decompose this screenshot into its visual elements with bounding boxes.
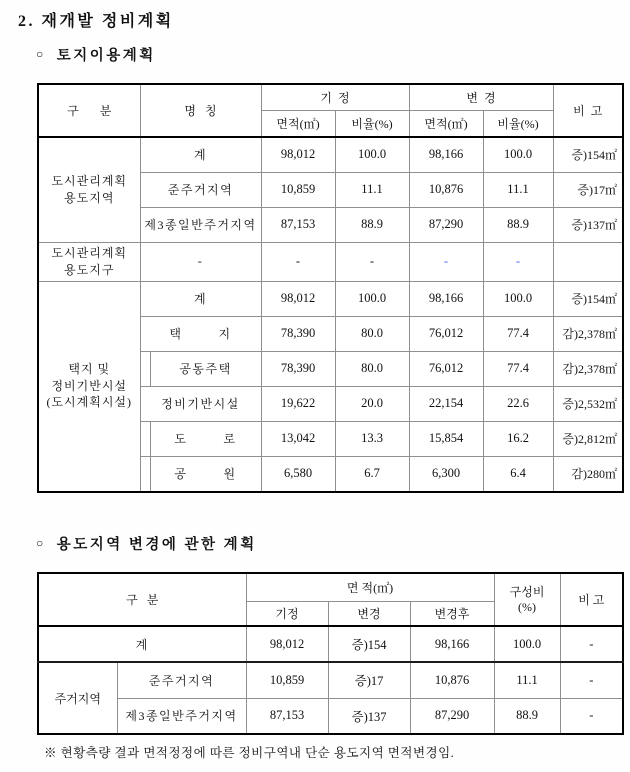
cell-name: - <box>140 242 261 281</box>
cell-ratio-existing: 11.1 <box>335 172 409 207</box>
circle-bullet-icon: ○ <box>36 536 46 550</box>
cell-ratio-changed: 100.0 <box>483 281 553 316</box>
cell-area-existing: 98,012 <box>261 137 335 172</box>
cell-area-change: 증)137 <box>328 698 410 734</box>
header-area-existing: 면적(㎡) <box>261 110 335 137</box>
cell-area-after: 98,166 <box>410 626 494 662</box>
cell-ratio-existing: 6.7 <box>335 456 409 492</box>
cell-ratio-existing: 20.0 <box>335 386 409 421</box>
section-title-zoning-change <box>36 533 257 554</box>
cell-area-existing: 87,153 <box>246 698 328 734</box>
cell-ratio-existing: - <box>335 242 409 281</box>
cell-ratio-existing: 100.0 <box>335 281 409 316</box>
nested-name-box: 공동주택 <box>150 352 261 386</box>
land-use-table-header <box>38 84 623 137</box>
cell-name: 준주거지역 <box>140 172 261 207</box>
header-composition-ratio <box>494 573 560 626</box>
header-change: 변경 <box>328 601 410 626</box>
cell-name: 제3종일반주거지역 <box>117 698 246 734</box>
header-ratio-existing: 비율(%) <box>335 110 409 137</box>
section-title-zoning-change-text: 용도지역 변경에 관한 계획 <box>56 537 257 553</box>
group-label-line: 도시관리계획 <box>51 173 128 188</box>
cell-area-existing: 98,012 <box>261 281 335 316</box>
cell-name-sub <box>140 456 261 492</box>
header-remarks: 비 고 <box>560 573 623 626</box>
cell-area-changed: 76,012 <box>409 316 483 351</box>
header-ratio-line: 구성비 <box>509 584 545 599</box>
cell-area-changed: 98,166 <box>409 281 483 316</box>
group-label-line: 용도지구 <box>64 262 115 277</box>
cell-area-change: 증)154 <box>328 626 410 662</box>
group-cell-urban-zoning <box>38 137 140 242</box>
table-header-row <box>38 84 623 110</box>
cell-ratio-changed: 6.4 <box>483 456 553 492</box>
table-row-total <box>38 626 623 662</box>
cell-name: 택 지 <box>140 316 261 351</box>
cell-area-existing: 87,153 <box>261 207 335 242</box>
cell-ratio-changed: 100.0 <box>483 137 553 172</box>
section-title-land-use <box>36 44 156 65</box>
cell-ratio-changed: 77.4 <box>483 316 553 351</box>
nested-name-box: 공 원 <box>150 457 261 491</box>
group-label-line: 정비기반시설 <box>51 378 128 393</box>
cell-ratio-changed: 16.2 <box>483 421 553 456</box>
cell-ratio-changed: 88.9 <box>483 207 553 242</box>
header-category: 구 분 <box>38 84 140 137</box>
cell-remark: 증)154㎡ <box>553 137 623 172</box>
cell-remark: 증)2,812㎡ <box>553 421 623 456</box>
cell-composition-ratio: 88.9 <box>494 698 560 734</box>
cell-name-sub <box>140 421 261 456</box>
cell-remark: 감)2,378㎡ <box>553 351 623 386</box>
cell-name-sub <box>140 351 261 386</box>
cell-area-changed: 87,290 <box>409 207 483 242</box>
cell-remark: 증)2,532㎡ <box>553 386 623 421</box>
cell-name: 계 <box>38 626 246 662</box>
cell-ratio-existing: 88.9 <box>335 207 409 242</box>
cell-area-changed: 10,876 <box>409 172 483 207</box>
cell-ratio-existing: 13.3 <box>335 421 409 456</box>
cell-area-changed: 76,012 <box>409 351 483 386</box>
cell-ratio-existing: 100.0 <box>335 137 409 172</box>
cell-ratio-changed: - <box>483 242 553 281</box>
cell-area-changed: 98,166 <box>409 137 483 172</box>
cell-ratio-changed: 77.4 <box>483 351 553 386</box>
table-row <box>38 242 623 281</box>
cell-area-changed: 6,300 <box>409 456 483 492</box>
table-row <box>38 698 623 734</box>
table-row <box>38 281 623 316</box>
cell-ratio-changed: 11.1 <box>483 172 553 207</box>
circle-bullet-icon: ○ <box>36 47 46 61</box>
nested-name-box: 도 로 <box>150 422 261 456</box>
cell-area-existing: 13,042 <box>261 421 335 456</box>
cell-area-existing: 19,622 <box>261 386 335 421</box>
table-row <box>38 137 623 172</box>
group-cell-zoning-district <box>38 242 140 281</box>
cell-area-existing: 10,859 <box>261 172 335 207</box>
header-category: 구 분 <box>38 573 246 626</box>
cell-remark: - <box>560 626 623 662</box>
cell-name: 정비기반시설 <box>140 386 261 421</box>
cell-ratio-changed: 22.6 <box>483 386 553 421</box>
page-title: 2. 재개발 정비계획 <box>18 13 174 30</box>
cell-area-after: 10,876 <box>410 662 494 698</box>
cell-area-existing: 98,012 <box>246 626 328 662</box>
footnote-text: ※ 현황측량 결과 면적정정에 따른 정비구역내 단순 용도지역 면적변경임. <box>44 746 455 760</box>
cell-remark <box>553 242 623 281</box>
group-cell-housing-infra <box>38 281 140 492</box>
cell-name: 계 <box>140 137 261 172</box>
header-existing: 기정 <box>246 601 328 626</box>
header-remarks: 비 고 <box>553 84 623 137</box>
header-area-changed: 면적(㎡) <box>409 110 483 137</box>
table-row <box>38 662 623 698</box>
section-title-land-use-text: 토지이용계획 <box>56 48 156 64</box>
cell-remark: - <box>560 662 623 698</box>
cell-area-existing: 78,390 <box>261 351 335 386</box>
group-label-line: 도시관리계획 <box>51 245 128 260</box>
land-use-table <box>37 83 624 493</box>
cell-area-change: 증)17 <box>328 662 410 698</box>
cell-area-existing: 6,580 <box>261 456 335 492</box>
group-label-line: 택지 및 <box>68 361 111 376</box>
cell-name: 계 <box>140 281 261 316</box>
cell-ratio-existing: 80.0 <box>335 316 409 351</box>
cell-area-changed: 15,854 <box>409 421 483 456</box>
cell-remark: 증)154㎡ <box>553 281 623 316</box>
header-existing: 기 정 <box>261 84 409 110</box>
cell-remark: 감)280㎡ <box>553 456 623 492</box>
cell-name: 준주거지역 <box>117 662 246 698</box>
cell-area-existing: - <box>261 242 335 281</box>
cell-remark: 증)17㎡ <box>553 172 623 207</box>
header-changed: 변 경 <box>409 84 553 110</box>
cell-name: 제3종일반주거지역 <box>140 207 261 242</box>
header-name: 명 칭 <box>140 84 261 137</box>
cell-area-existing: 10,859 <box>246 662 328 698</box>
cell-ratio-existing: 80.0 <box>335 351 409 386</box>
group-label-line: (도시계획시설) <box>46 395 133 410</box>
cell-composition-ratio: 100.0 <box>494 626 560 662</box>
group-label-line: 용도지역 <box>64 190 115 205</box>
cell-remark: - <box>560 698 623 734</box>
cell-area-changed: - <box>409 242 483 281</box>
cell-area-changed: 22,154 <box>409 386 483 421</box>
header-after-change: 변경후 <box>410 601 494 626</box>
group-cell-residential: 주거지역 <box>38 662 117 734</box>
cell-area-existing: 78,390 <box>261 316 335 351</box>
cell-remark: 증)137㎡ <box>553 207 623 242</box>
zoning-table-header <box>38 573 623 626</box>
header-ratio-line: (%) <box>518 599 537 614</box>
cell-composition-ratio: 11.1 <box>494 662 560 698</box>
cell-area-after: 87,290 <box>410 698 494 734</box>
cell-remark: 감)2,378㎡ <box>553 316 623 351</box>
header-ratio-changed: 비율(%) <box>483 110 553 137</box>
zoning-change-table <box>37 572 624 735</box>
table-header-row <box>38 573 623 601</box>
header-area-group: 면 적(㎡) <box>246 573 494 601</box>
